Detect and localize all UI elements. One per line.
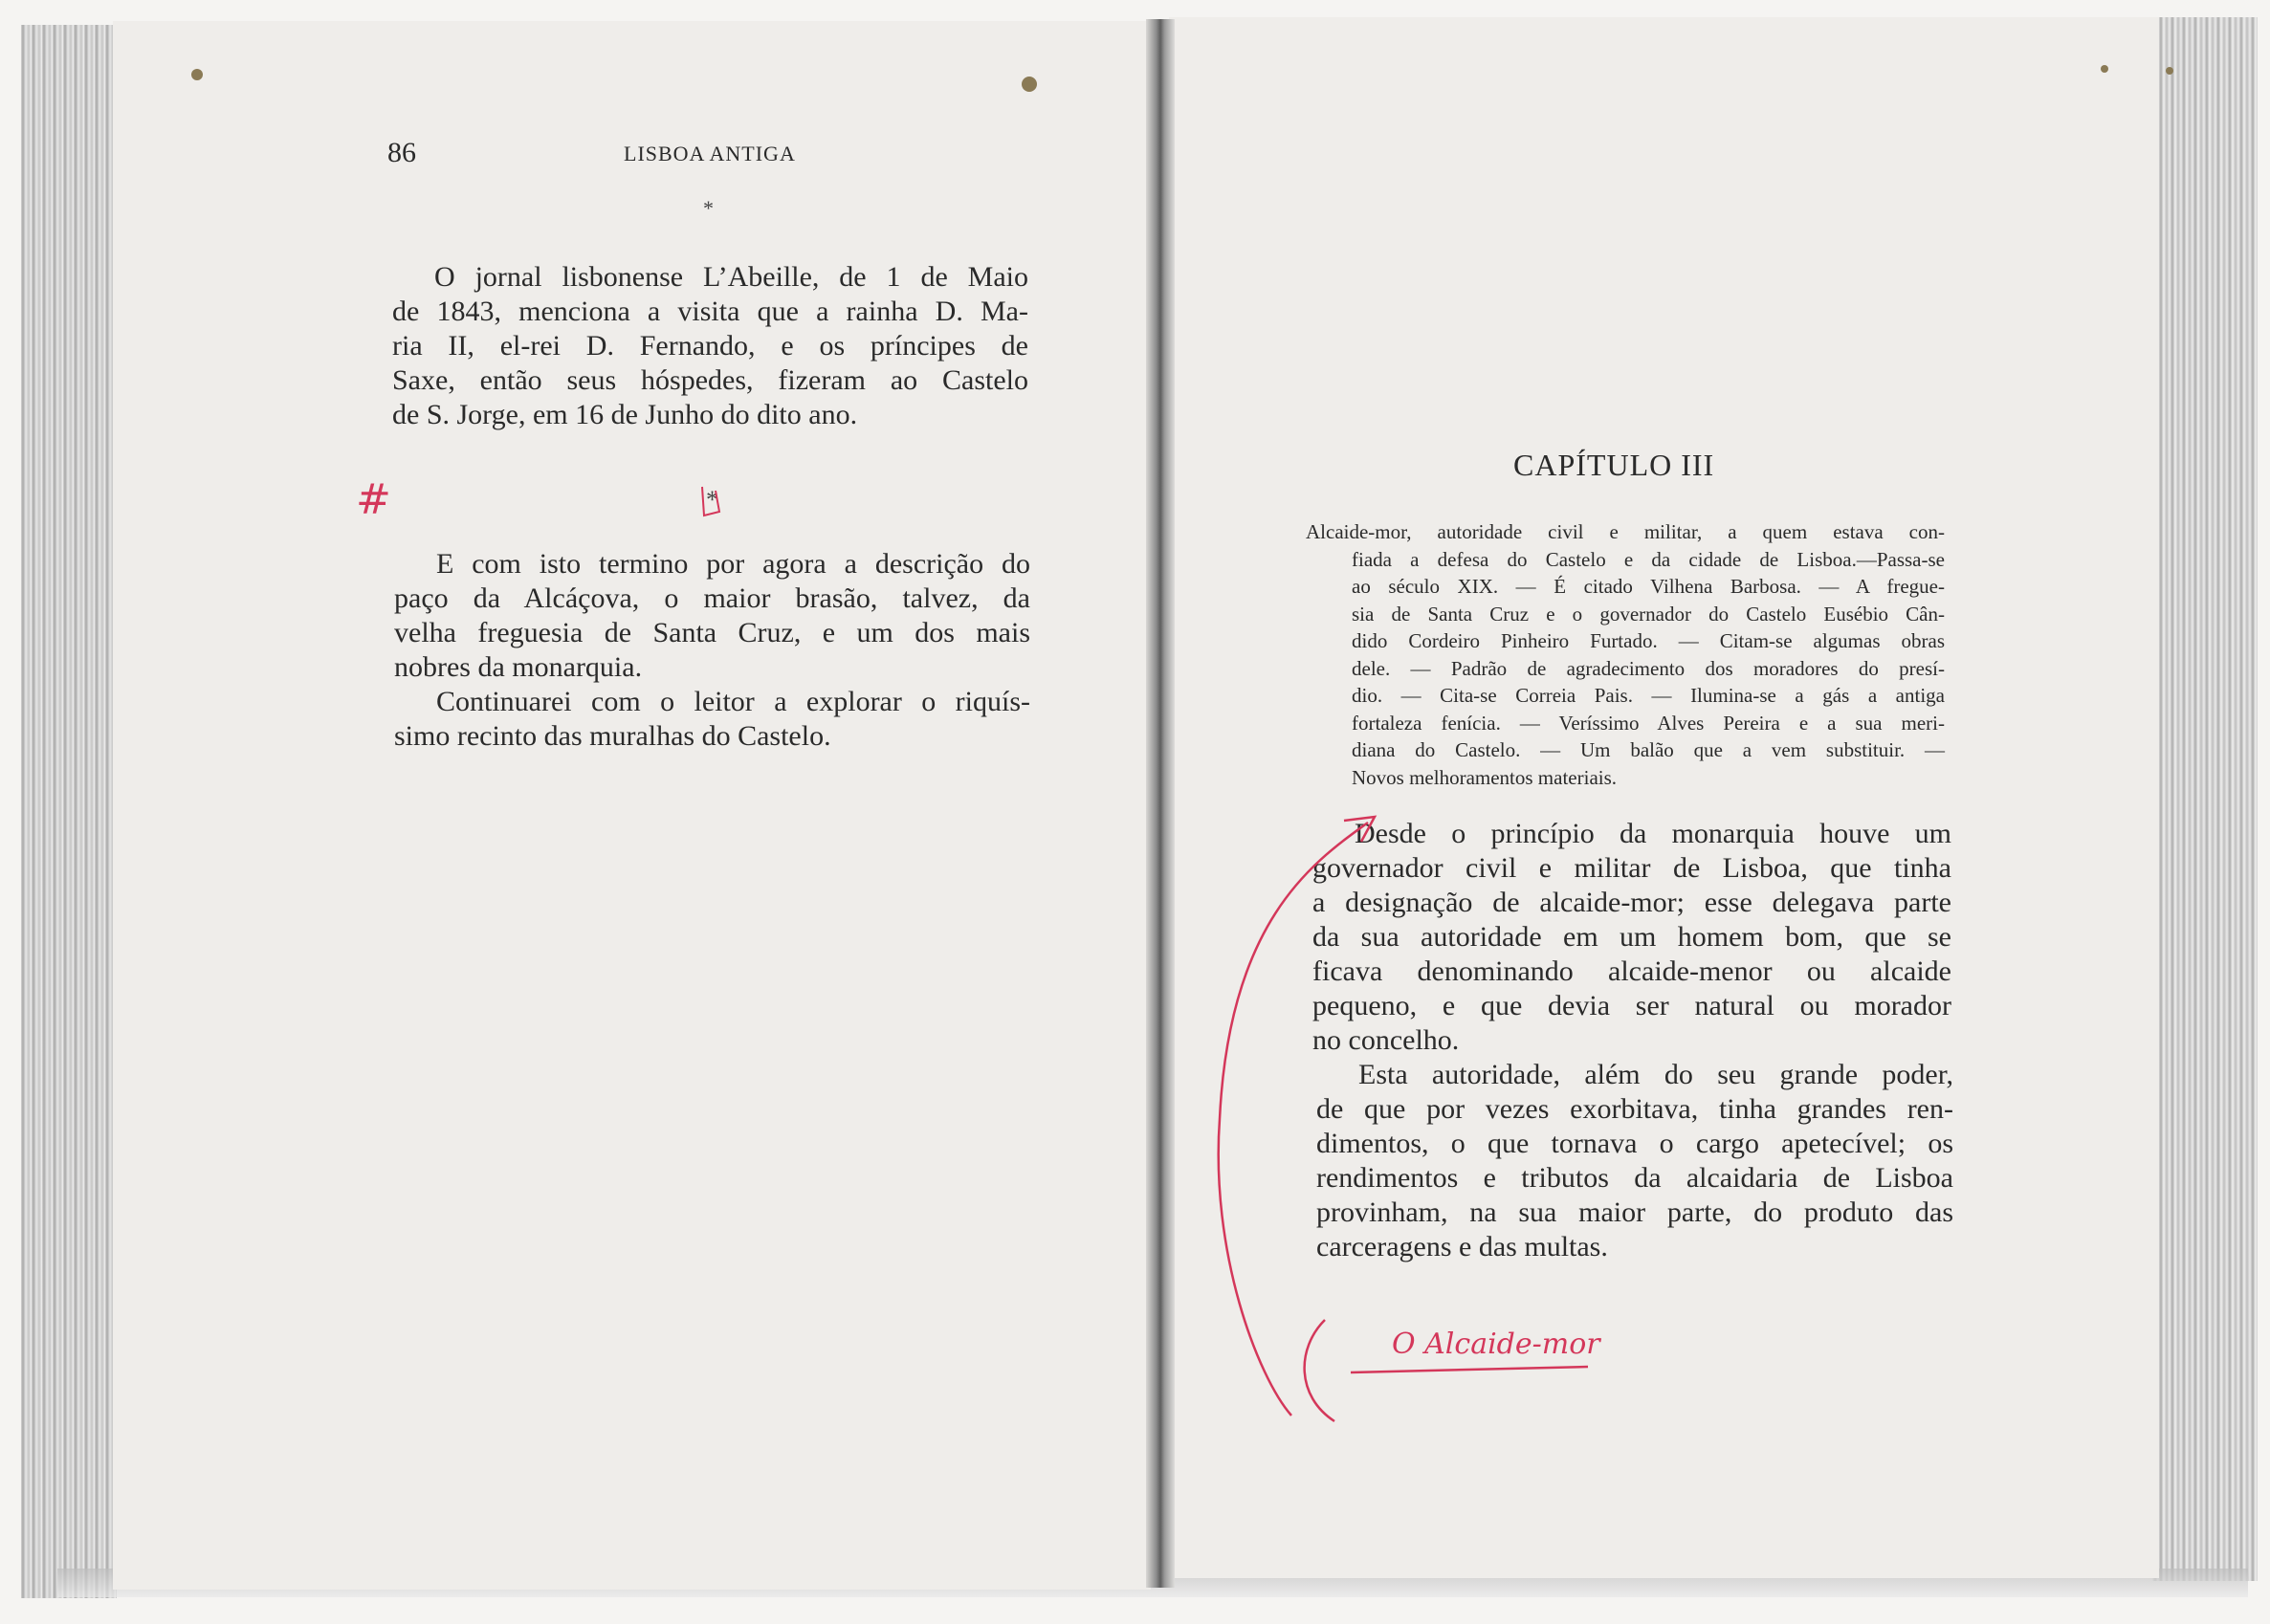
handwritten-note: O Alcaide-mor [1392,1328,1600,1361]
summary-line: dele. — Padrão de agradecimento dos moradores do presí- [1352,656,1945,680]
text-line: da sua autoridade em um homem bom, que se [1312,921,1951,953]
paper-spot [2166,67,2173,75]
right-page-stack-edge [2152,17,2258,1581]
text-line: de que por vezes exorbitava, tinha grandes ren- [1316,1093,1953,1125]
paragraph-continuation [394,685,1030,754]
ornament: * [703,196,714,220]
text-line: paço da Alcáçova, o maior brasão, talvez, da [394,582,1030,614]
annotation-arrow [1201,803,1421,1435]
book-gutter [1146,19,1175,1588]
red-ornament-mark [696,483,723,521]
chapter-summary [1306,518,1945,791]
left-page-stack-edge [21,25,117,1598]
summary-line: dio. — Cita-se Correia Pais. — Ilumina-se a gás a antiga [1352,684,1945,707]
running-head: LISBOA ANTIGA [624,142,796,165]
text-line: provinham, na sua maior parte, do produto das [1316,1196,1953,1228]
text-line: E com isto termino por agora a descrição do [436,548,1030,580]
text-line: no concelho. [1312,1024,1460,1056]
page-number: 86 [387,137,416,168]
summary-line: Alcaide-mor, autoridade civil e militar, a quem estava con- [1306,520,1945,543]
summary-line: Novos melhoramentos materiais. [1352,765,1618,789]
text-line: dimentos, o que tornava o cargo apetecível; os [1316,1128,1953,1159]
paper-spot [2101,65,2108,73]
paragraph-conclusion [394,547,1030,685]
paper-spot [191,69,203,80]
summary-line: diana do Castelo. — Um balão que a vem substituir. — [1352,738,1945,761]
text-line: governador civil e militar de Lisboa, que tinha [1312,852,1951,884]
text-line: velha freguesia de Santa Cruz, e um dos mais [394,617,1030,648]
summary-line: sia de Santa Cruz e o governador do Castelo Eusébio Cân- [1352,602,1945,625]
left-page [113,21,1151,1590]
note-underline [1349,1363,1598,1382]
text-line: a designação de alcaide-mor; esse delegava parte [1312,887,1951,918]
paper-spot [1022,77,1037,92]
text-line: Saxe, então seus hóspedes, fizeram ao Castelo [392,364,1028,396]
chapter-title: CAPÍTULO III [1513,448,1715,482]
text-line: O jornal lisbonense L’Abeille, de 1 de Maio [434,261,1028,293]
text-line: Desde o princípio da monarquia houve um [1355,818,1951,849]
summary-line: dido Cordeiro Pinheiro Furtado. — Citam-se algumas obras [1352,629,1945,652]
text-line: de S. Jorge, em 16 de Junho do dito ano. [392,399,858,430]
summary-line: fortaleza fenícia. — Veríssimo Alves Pereira e a sua meri- [1352,711,1945,735]
paragraph-visit [392,260,1028,432]
text-line: de 1843, menciona a visita que a rainha D. Ma- [392,296,1028,327]
summary-line: ao século XIX. — É citado Vilhena Barbosa. — A fregue- [1352,575,1945,598]
summary-line: fiada a defesa do Castelo e da cidade de Lisboa.—Passa-se [1352,547,1945,571]
text-line: ficava denominando alcaide-menor ou alcaide [1312,955,1951,987]
text-line: nobres da monarquia. [394,651,643,683]
ornament: * [706,486,718,514]
text-line: pequeno, e que devia ser natural ou morador [1312,990,1951,1021]
text-line: carceragens e das multas. [1316,1231,1608,1262]
text-line: Continuarei com o leitor a explorar o riquís- [436,686,1030,717]
text-line: rendimentos e tributos da alcaidaria de Lisboa [1316,1162,1953,1194]
text-line: simo recinto das muralhas do Castelo. [394,720,831,752]
text-line: ria II, el-rei D. Fernando, e os príncipes de [392,330,1028,362]
margin-mark: # [356,475,391,524]
text-line: Esta autoridade, além do seu grande poder, [1358,1059,1953,1090]
